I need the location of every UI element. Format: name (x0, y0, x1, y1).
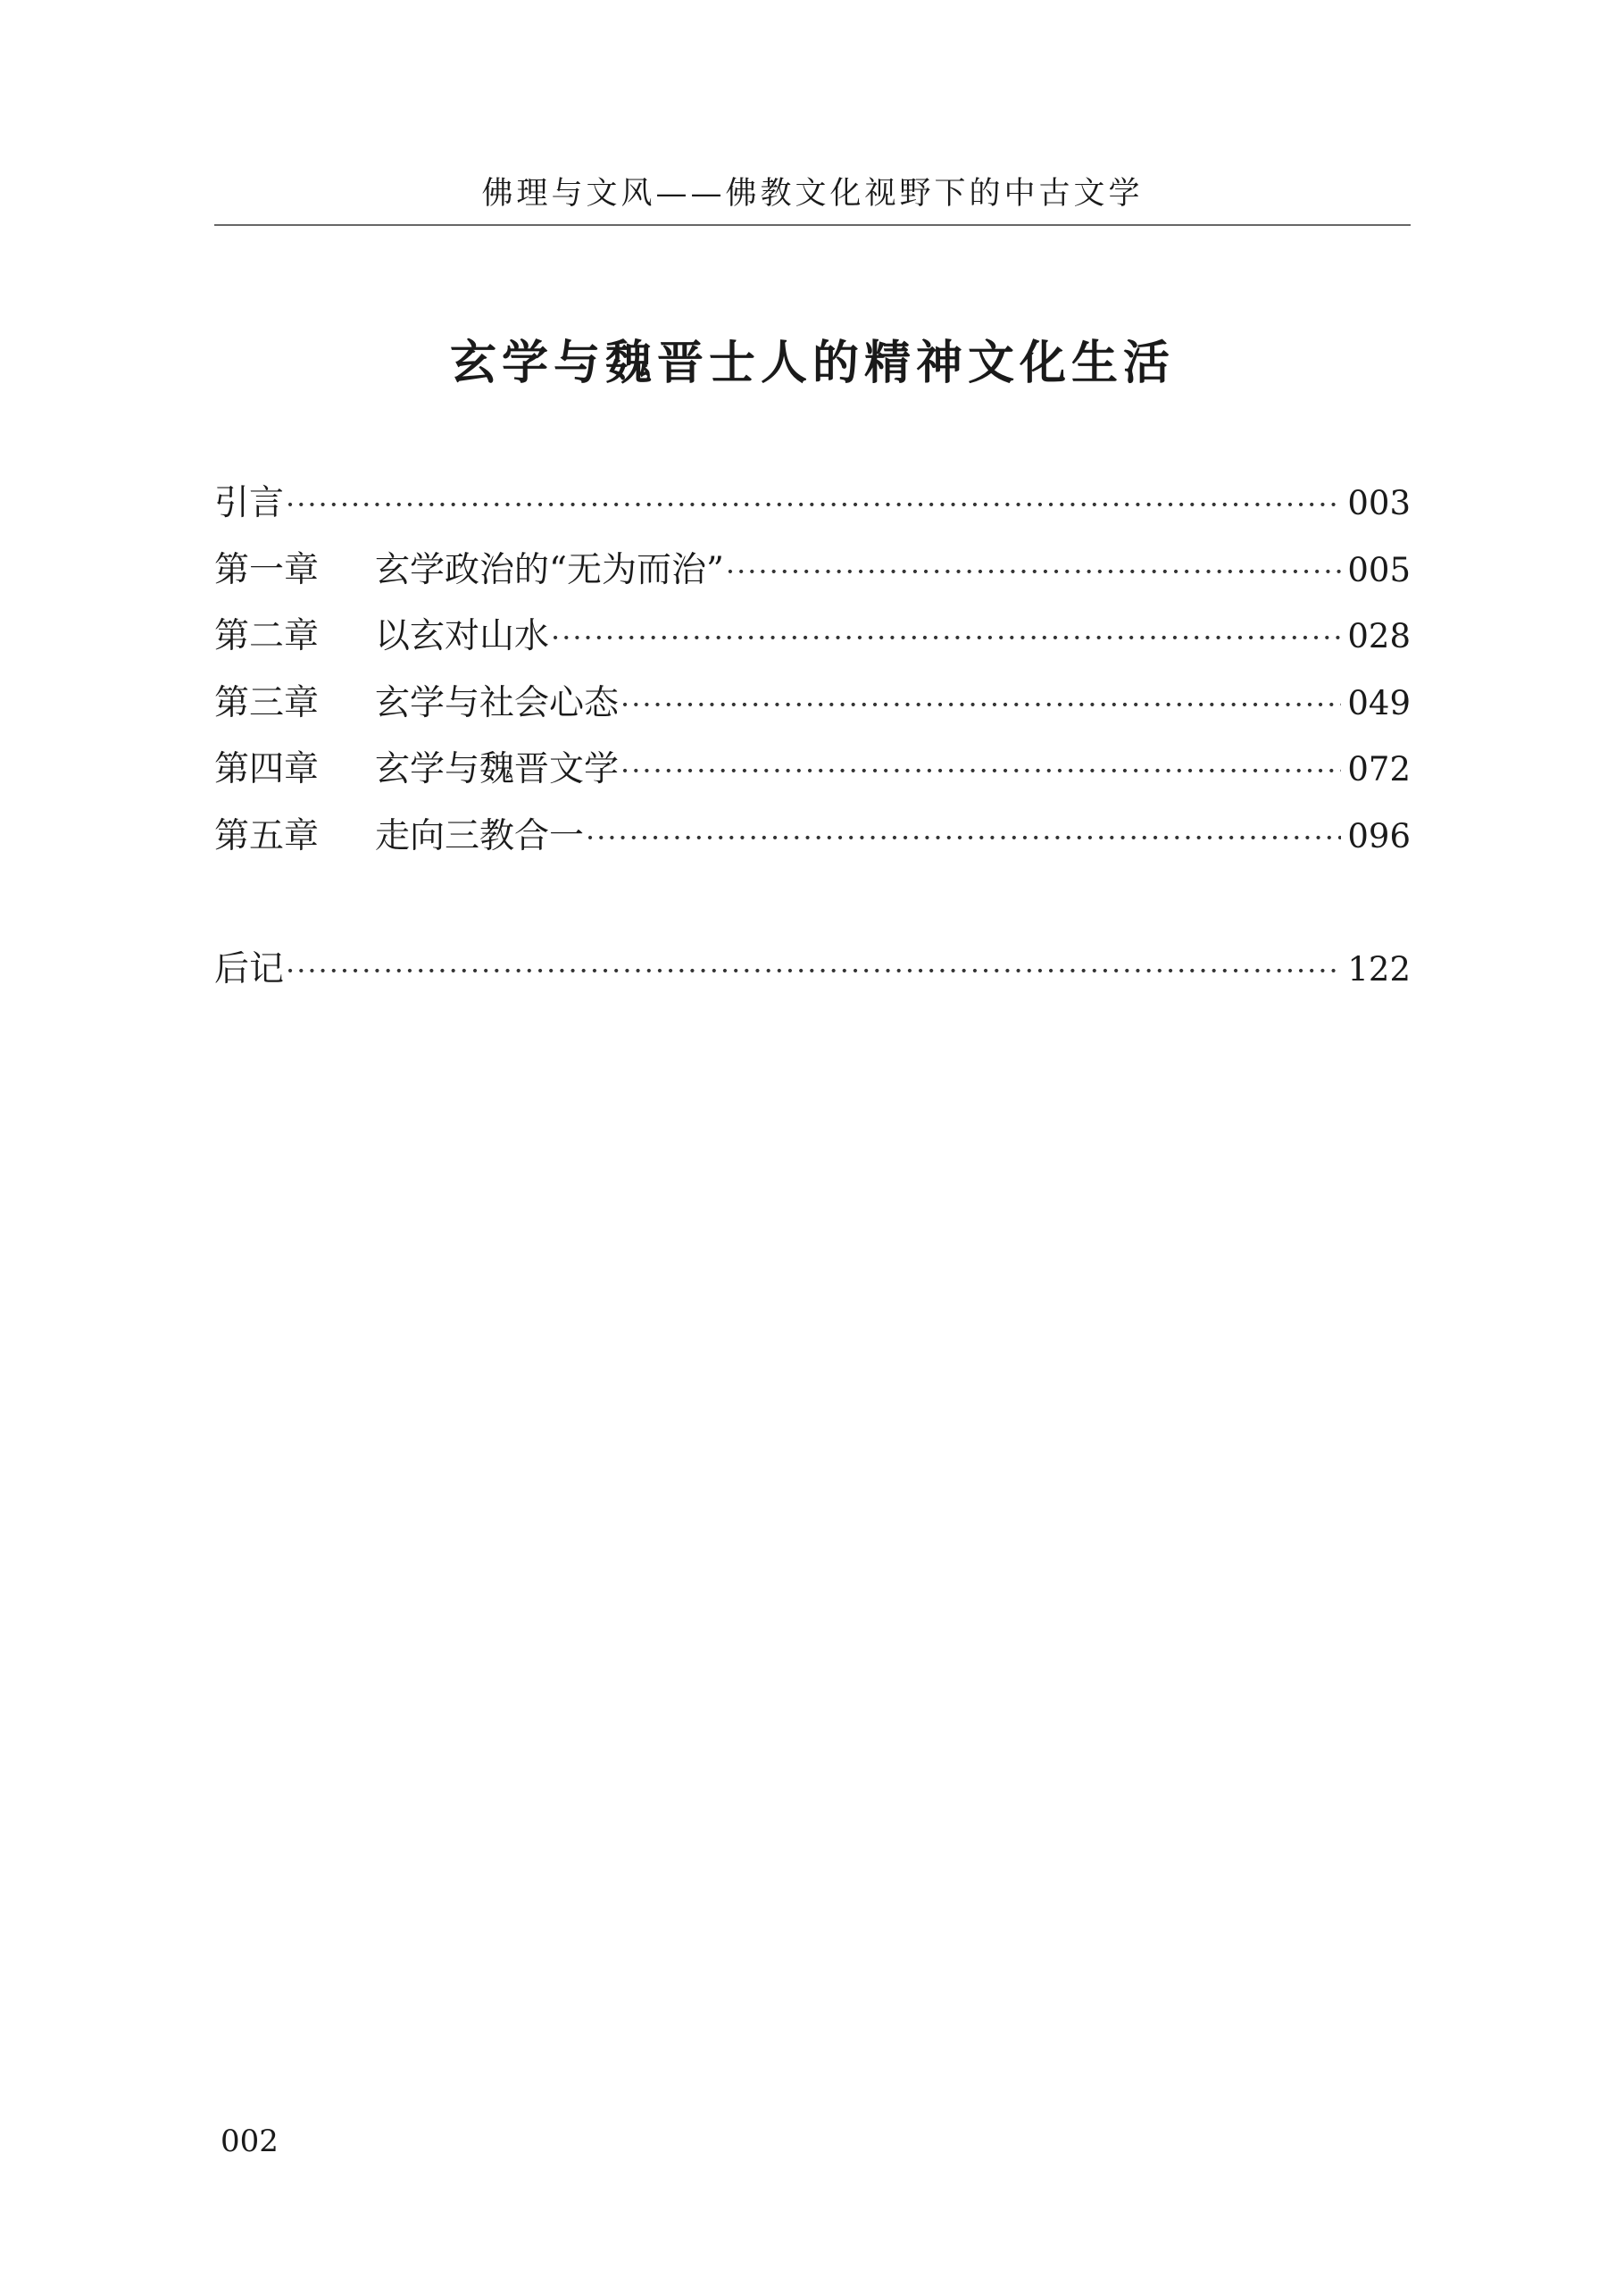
toc-entry-title: 玄学与魏晋文学 (375, 749, 620, 789)
toc-entry-title: 走向三教合一 (375, 815, 585, 856)
toc-entry-title: 后记 (214, 949, 285, 989)
toc-chapter-number: 第四章 (214, 749, 320, 789)
table-of-contents (214, 471, 1411, 1004)
toc-page-number: 122 (1347, 950, 1411, 989)
toc-entry-chapter-1[interactable] (214, 538, 1411, 605)
running-header: 佛理与文风——佛教文化视野下的中古文学 (481, 176, 1144, 212)
page-number: 002 (221, 2124, 279, 2159)
toc-entry-title: 玄学与社会心态 (375, 682, 620, 723)
toc-entry-title: 引言 (214, 483, 285, 523)
toc-page-number: 028 (1347, 617, 1411, 655)
dot-leader (586, 805, 1341, 871)
dot-leader (286, 938, 1341, 1004)
toc-chapter-number: 第二章 (214, 616, 320, 656)
dot-leader (726, 538, 1341, 605)
dot-leader (620, 738, 1341, 804)
toc-chapter-number: 第一章 (214, 549, 320, 590)
toc-entry-afterword[interactable] (214, 937, 1411, 1004)
toc-entry-introduction[interactable] (214, 471, 1411, 538)
dot-leader (286, 471, 1341, 538)
section-title: 玄学与魏晋士人的精神文化生活 (449, 337, 1175, 390)
dot-leader (620, 672, 1341, 738)
toc-page-number: 096 (1347, 816, 1411, 855)
toc-chapter-number: 第五章 (214, 815, 320, 856)
toc-entry-chapter-4[interactable] (214, 737, 1411, 804)
toc-chapter-number: 第三章 (214, 682, 320, 723)
toc-entry-chapter-5[interactable] (214, 804, 1411, 871)
toc-entry-title: 玄学政治的“无为而治” (375, 549, 724, 590)
header-rule (214, 224, 1411, 226)
toc-page-number: 049 (1347, 683, 1411, 722)
toc-entry-title: 以玄对山水 (375, 616, 550, 656)
toc-page-number: 005 (1347, 550, 1411, 589)
toc-page-number: 003 (1347, 484, 1411, 522)
toc-entry-chapter-2[interactable] (214, 604, 1411, 671)
toc-page-number: 072 (1347, 750, 1411, 789)
toc-entry-chapter-3[interactable] (214, 671, 1411, 738)
dot-leader (551, 605, 1341, 671)
